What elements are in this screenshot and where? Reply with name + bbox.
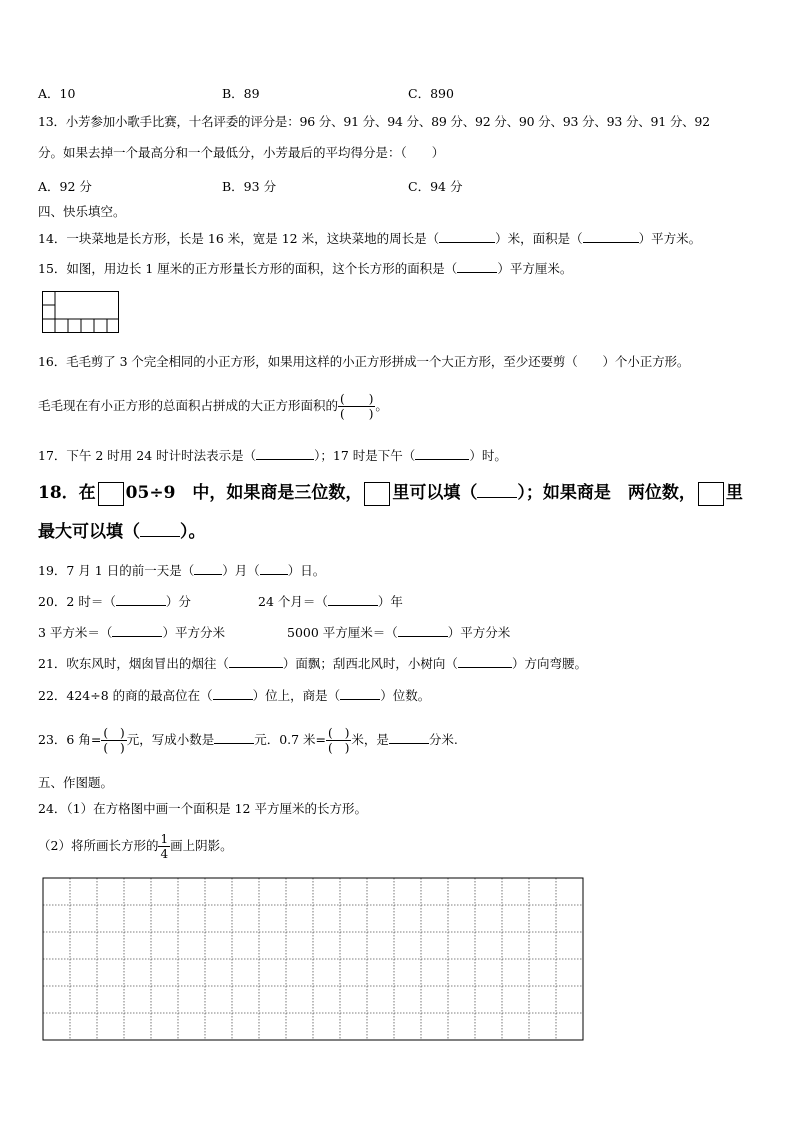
q23-text-d: 米，是: [351, 732, 389, 747]
q23-blank-1[interactable]: [214, 731, 254, 744]
q12-option-c: C．890: [408, 86, 454, 101]
q18-text-a: 18．在: [38, 483, 96, 503]
section-heading-5: 五、作图题。: [38, 775, 114, 790]
q19-blank-2[interactable]: [260, 562, 288, 575]
q19-blank-1[interactable]: [194, 562, 222, 575]
drawing-grid[interactable]: [42, 877, 584, 1041]
q24-line1: 24．（1）在方格图中画一个面积是 12 平方厘米的长方形。: [38, 801, 367, 816]
q20-blank-3[interactable]: [112, 624, 162, 637]
q14-blank-2[interactable]: [583, 230, 639, 243]
q20-text-d: ）年: [377, 594, 403, 609]
q18-line2: [38, 520, 206, 544]
q20-blank-4[interactable]: [398, 624, 448, 637]
q15-blank-1[interactable]: [457, 260, 497, 273]
q18-text-b: 05÷9 中，如果商是三位数，: [125, 483, 363, 503]
q17: [38, 447, 507, 464]
q23-fraction-1[interactable]: [101, 726, 126, 755]
q18-box-3[interactable]: [698, 482, 724, 506]
q21-text-a: 21．吹东风时，烟囱冒出的烟往（: [38, 656, 229, 671]
q20-text-g: 5000 平方厘米＝（: [287, 625, 398, 640]
q22-text-b: ）位上，商是（: [252, 688, 341, 703]
q20-text-f: ）平方分米: [162, 625, 225, 640]
q24-fraction: [158, 832, 170, 861]
q15-rectangle-figure: [42, 291, 120, 334]
q22-blank-2[interactable]: [340, 687, 380, 700]
q18-text-e: 里: [725, 483, 743, 503]
q19-text-c: ）日。: [287, 563, 326, 578]
q13-option-a: A．92 分: [38, 179, 92, 194]
q16-line1: 16．毛毛剪了 3 个完全相同的小正方形，如果用这样的小正方形拼成一个大正方形，至少还要剪（ ）个小正方形。: [38, 354, 690, 369]
q13-option-c: C．94 分: [408, 179, 463, 194]
q20-text-a: 20．2 时＝（: [38, 594, 116, 609]
q20-text-e: 3 平方米＝（: [38, 625, 113, 640]
q13-line1: 13．小芳参加小歌手比赛，十名评委的评分是：96 分、91 分、94 分、89 分、92 分、90 分、93 分、93 分、91 分、92: [38, 114, 710, 129]
q23-fraction-2-denominator: ( ): [328, 741, 350, 755]
q16-fraction-numerator: ( ): [340, 392, 374, 406]
q15-text-b: ）平方厘米。: [497, 261, 573, 276]
q17-text-a: 17．下午 2 时用 24 时计时法表示是（: [38, 448, 257, 463]
q23-text-e: 分米.: [428, 732, 458, 747]
q12-option-b: B．89: [222, 86, 260, 101]
q20-blank-1[interactable]: [116, 593, 166, 606]
q23-blank-2[interactable]: [389, 731, 429, 744]
q13-option-b: B．93 分: [222, 179, 277, 194]
q18-box-1[interactable]: [98, 482, 124, 506]
q18-text-g: ）。: [180, 522, 206, 542]
q14: [38, 230, 701, 247]
q16-text-a: 毛毛现在有小正方形的总面积占拼成的大正方形面积的: [38, 398, 339, 413]
q15: [38, 260, 572, 277]
q22: [38, 687, 430, 704]
q18-blank-2[interactable]: [140, 520, 180, 537]
section-heading-4: 四、快乐填空。: [38, 204, 126, 219]
q20-blank-2[interactable]: [328, 593, 378, 606]
q23-text-c: 元．0.7 米=: [254, 732, 327, 747]
q18-text-f: 最大可以填（: [38, 522, 140, 542]
q18-text-c: 里可以填（: [392, 483, 478, 503]
q21-blank-2[interactable]: [458, 655, 512, 668]
q19-text-a: 19．7 月 1 日的前一天是（: [38, 563, 195, 578]
q24-line2: [38, 826, 233, 866]
q23-fraction-1-numerator: ( ): [103, 726, 125, 740]
q19: [38, 562, 325, 579]
q23-text-a: 23．6 角=: [38, 732, 102, 747]
q24-text-b: 画上阴影。: [170, 838, 233, 853]
q17-text-c: ）时。: [469, 448, 507, 463]
q23-fraction-1-denominator: ( ): [103, 741, 125, 755]
q23-text-b: 元，写成小数是: [126, 732, 215, 747]
q18-box-2[interactable]: [364, 482, 390, 506]
q22-text-a: 22．424÷8 的商的最高位在（: [38, 688, 213, 703]
q16-line2: [38, 386, 388, 426]
q20-line1-right: [258, 593, 403, 610]
q20-text-h: ）平方分米: [447, 625, 511, 640]
q21-blank-1[interactable]: [229, 655, 283, 668]
q19-text-b: ）月（: [222, 563, 260, 578]
q16-text-b: 。: [375, 398, 388, 413]
q24-text-a: （2）将所画长方形的: [38, 838, 159, 853]
q13-line2: 分。如果去掉一个最高分和一个最低分，小芳最后的平均得分是：（ ）: [38, 145, 445, 160]
q21: [38, 655, 587, 672]
q20-text-c: 24 个月＝（: [258, 594, 328, 609]
q22-blank-1[interactable]: [213, 687, 253, 700]
q16-fraction-denominator: ( ): [340, 407, 374, 421]
q15-text-a: 15．如图，用边长 1 厘米的正方形量长方形的面积，这个长方形的面积是（: [38, 261, 458, 276]
q14-text-c: ）平方米。: [638, 231, 702, 246]
q12-option-a: A．10: [38, 86, 76, 101]
q21-text-c: ）方向弯腰。: [511, 656, 587, 671]
q20-line2-right: [287, 624, 510, 641]
q23: [38, 720, 458, 760]
q17-blank-1[interactable]: [256, 447, 314, 460]
q18-text-d: ）；如果商是 两位数，: [517, 483, 696, 503]
q17-text-b: ）；17 时是下午（: [314, 448, 416, 463]
q14-text-b: ）米，面积是（: [495, 231, 583, 246]
q24-fraction-numerator: 1: [160, 832, 169, 846]
q21-text-b: ）面飘；刮西北风时，小树向（: [282, 656, 458, 671]
q23-fraction-2-numerator: ( ): [328, 726, 350, 740]
q18-blank-1[interactable]: [477, 481, 517, 498]
q18-line1: [38, 481, 743, 506]
q17-blank-2[interactable]: [415, 447, 469, 460]
q16-fraction[interactable]: [338, 392, 375, 421]
q20-line1: [38, 593, 191, 610]
q23-fraction-2[interactable]: [326, 726, 351, 755]
q20-line2: [38, 624, 225, 641]
q14-text-a: 14．一块菜地是长方形，长是 16 米，宽是 12 米，这块菜地的周长是（: [38, 231, 440, 246]
q24-fraction-denominator: 4: [160, 847, 169, 861]
q22-text-c: ）位数。: [380, 688, 431, 703]
q20-text-b: ）分: [165, 594, 191, 609]
q14-blank-1[interactable]: [439, 230, 495, 243]
